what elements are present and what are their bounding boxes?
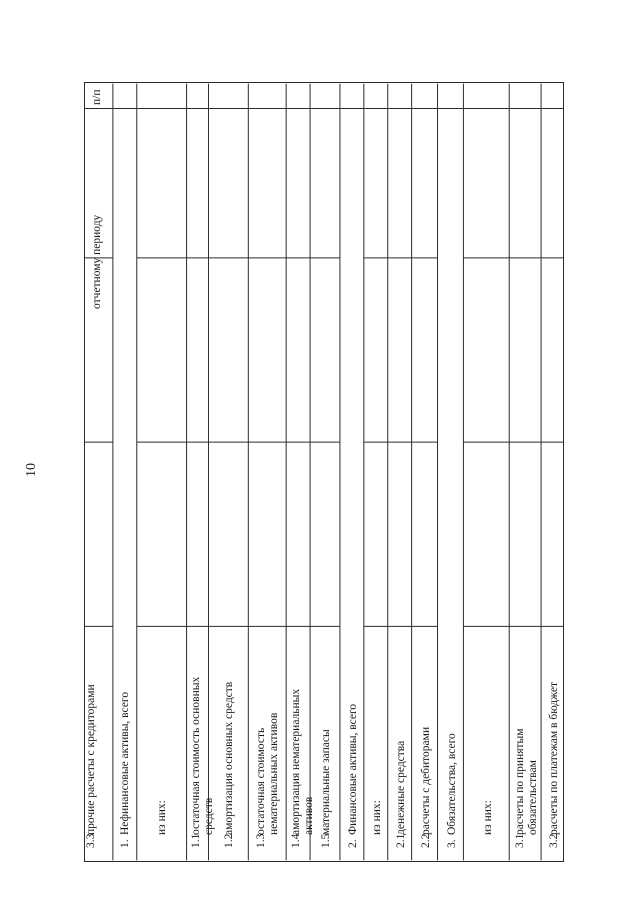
data-table bbox=[84, 82, 564, 862]
row-number: 1.3 bbox=[255, 833, 267, 848]
row-number: 1.1 bbox=[190, 833, 202, 848]
row-label: Нефинансовые активы, всего bbox=[118, 691, 131, 835]
row-number: 3. bbox=[445, 839, 458, 848]
row-number: 1.4 bbox=[290, 833, 302, 848]
row-label: средств bbox=[203, 797, 215, 835]
row-label: расчеты с дебиторами bbox=[419, 726, 432, 835]
row-number: 1.5 bbox=[319, 833, 332, 848]
row-label: амортизация основных средств bbox=[222, 681, 235, 835]
row-label: из них: bbox=[155, 800, 168, 835]
row-label: остаточная стоимость основных bbox=[190, 676, 202, 835]
row-number: 3.3 bbox=[85, 833, 97, 848]
row-number: 2.2 bbox=[419, 833, 432, 848]
row-number: 1. bbox=[118, 839, 131, 848]
page-number: 10 bbox=[24, 463, 39, 477]
row-number: 3.2 bbox=[547, 833, 560, 848]
row-label: расчеты по платежам в бюджет bbox=[547, 682, 560, 835]
row-label: из них: bbox=[370, 800, 383, 835]
row-label: Обязательства, всего bbox=[445, 733, 458, 835]
row-label: нематериальных активов bbox=[268, 712, 280, 835]
row-number: 2. bbox=[346, 839, 359, 848]
row-label: из них: bbox=[481, 800, 494, 835]
row-number: 3.1 bbox=[514, 833, 526, 848]
header-number-column: п/п bbox=[91, 89, 103, 105]
row-label: активов bbox=[303, 796, 315, 835]
row-label: денежные средства bbox=[394, 740, 407, 835]
row-number: 2.1 bbox=[394, 833, 407, 848]
row-label: Финансовые активы, всего bbox=[346, 703, 359, 835]
row-label: материальные запасы bbox=[319, 729, 332, 835]
row-label: амортизация нематериальных bbox=[290, 688, 302, 835]
row-label: прочие расчеты с кредиторами bbox=[85, 684, 97, 835]
row-label: остаточная стоимость bbox=[255, 727, 267, 835]
row-label: расчеты по принятым bbox=[514, 728, 526, 835]
row-number: 1.2 bbox=[222, 833, 235, 848]
row-label: обязательствам bbox=[527, 760, 539, 835]
header-last-column: отчетному периоду bbox=[91, 214, 103, 309]
